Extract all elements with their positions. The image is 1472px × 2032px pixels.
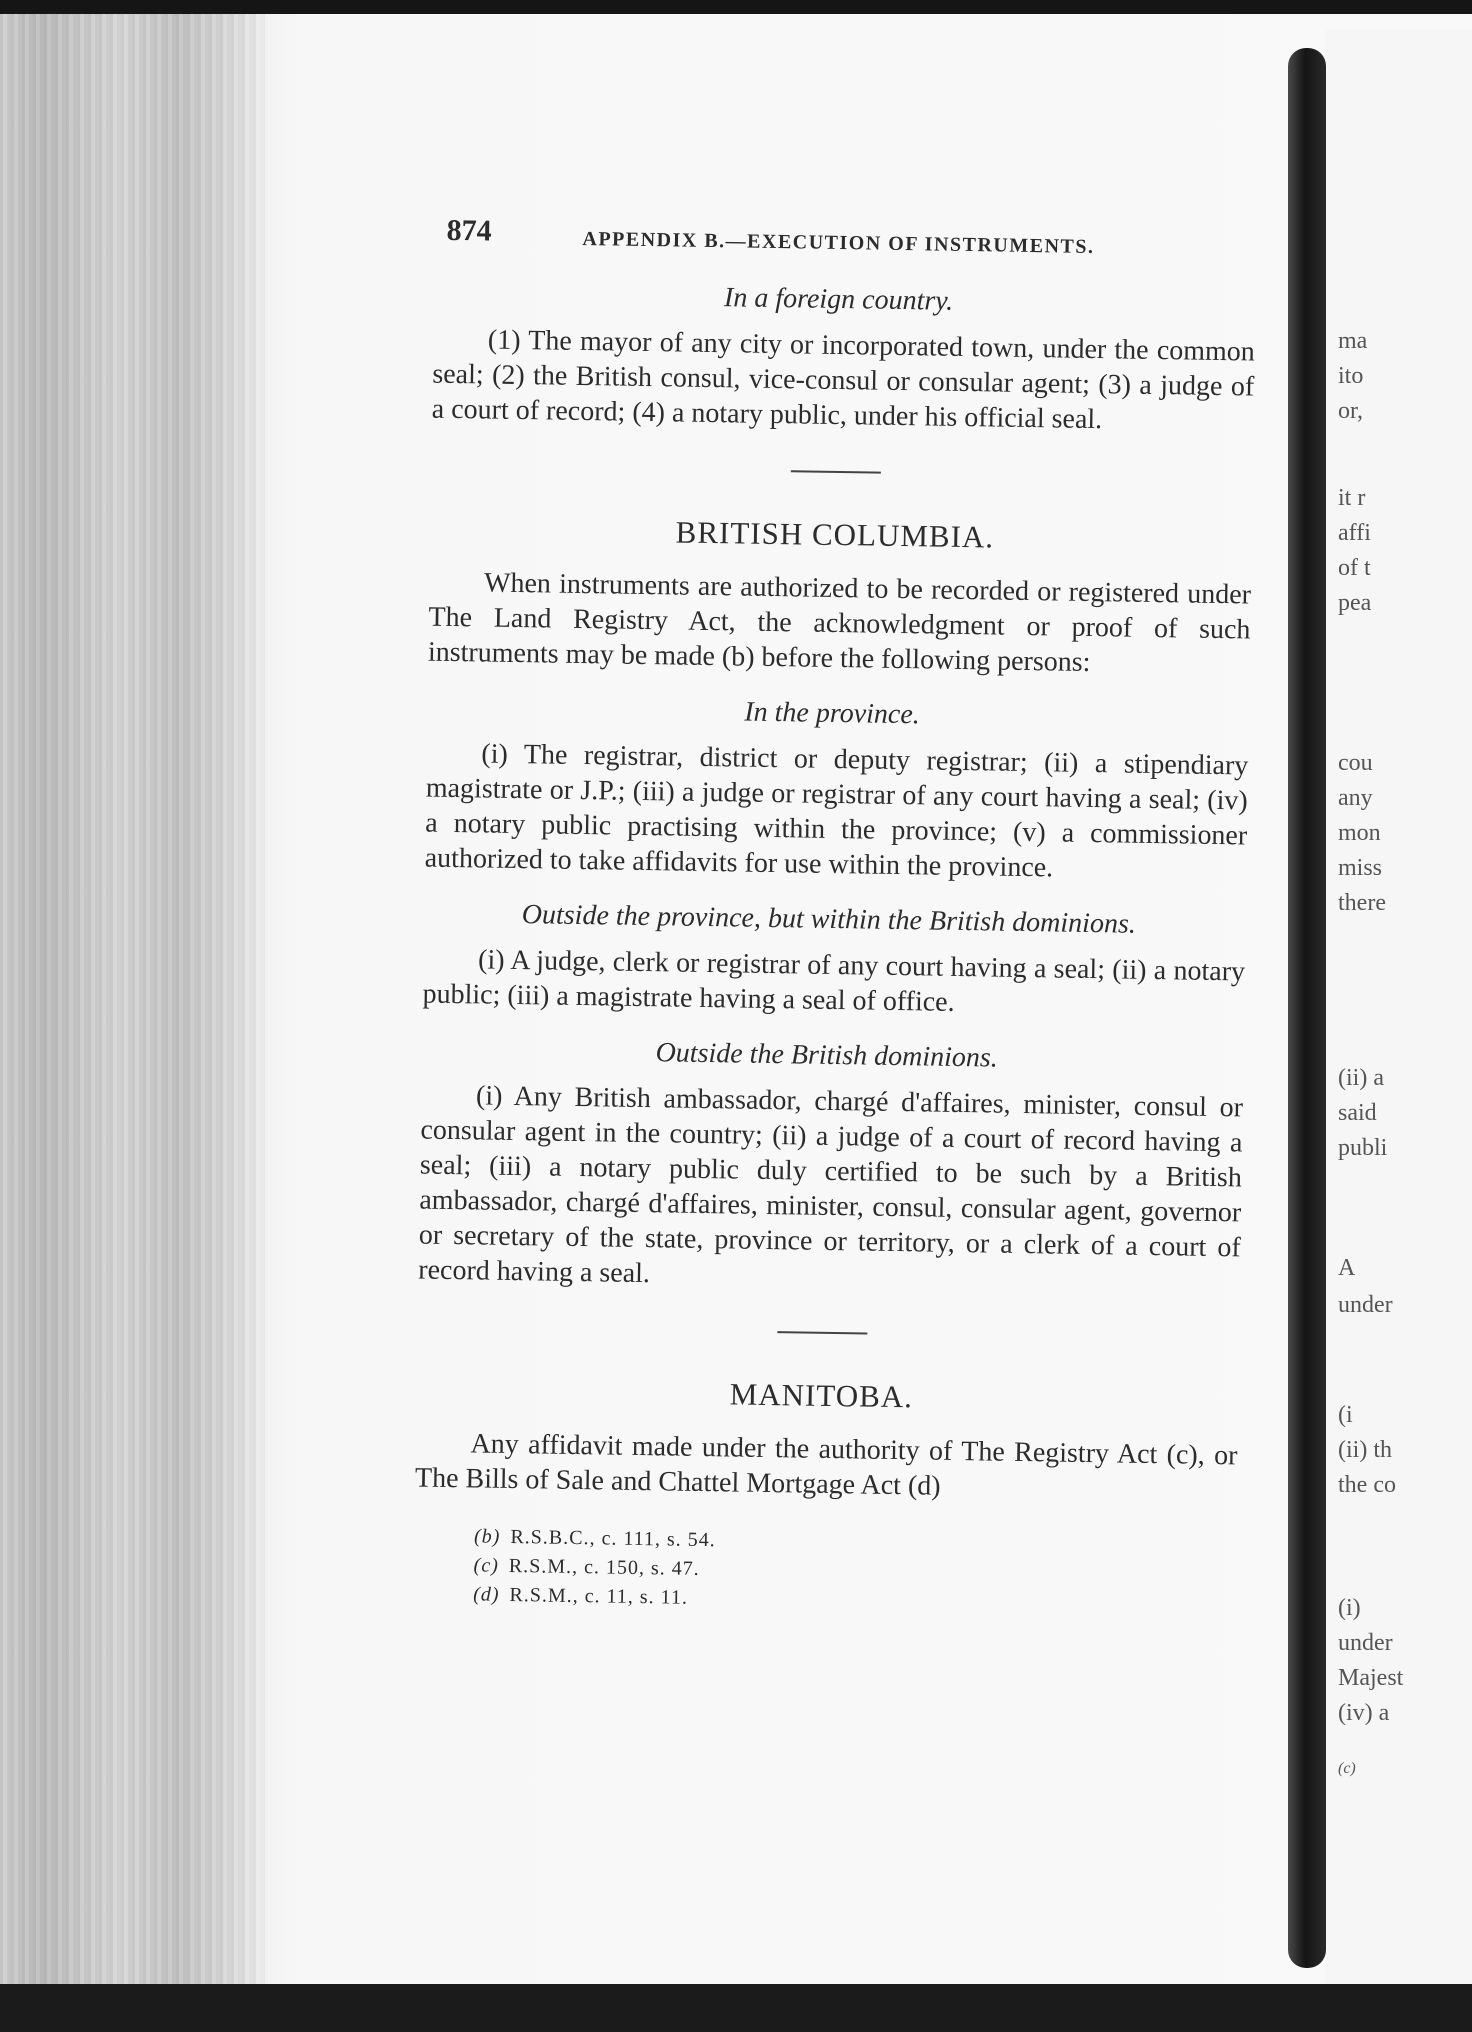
british-columbia-title: BRITISH COLUMBIA. [675,514,995,555]
scan-top-border [0,0,1472,14]
page-number: 874 [446,213,492,248]
facing-page-text: under [1338,1292,1393,1318]
manitoba-paragraph: Any affidavit made under the authority of The Registry Act (c), or The Bills of Sale and Chattel Mortgage Act (d) [414,1428,1238,1502]
outside-dominions-heading: Outside the British dominions. [655,1037,999,1074]
section-divider [777,1331,867,1334]
outside-province-paragraph: (i) A judge, clerk or registrar of any court having a seal; (ii) a notary public; (iii) a magistrate having a seal of office. [422,944,1246,1018]
facing-page-text: under [1338,1630,1393,1656]
footnote-mark: (c) [473,1554,500,1577]
footnote-text: R.S.M., c. 11, s. 11. [509,1583,689,1609]
section-divider [791,470,881,473]
facing-page-text: the co [1338,1472,1396,1498]
facing-page-text: (i [1338,1402,1353,1428]
manitoba-title: MANITOBA. [729,1376,914,1415]
outside-province-heading: Outside the province, but within the British dominions. [521,899,1137,940]
footnote-mark: (d) [473,1583,500,1606]
facing-page-text: said [1338,1100,1377,1126]
facing-page-text: it r [1338,485,1366,511]
footnote-mark: (b) [473,1525,501,1548]
foreign-country-paragraph: (1) The mayor of any city or incorporated town, under the common seal; (2) the British consul, vice-consul or consular agent; (3) a judge of a court of record; (4) a notary public, under his official seal. [431,324,1256,436]
facing-page-text: mon [1338,820,1381,846]
facing-page-text: any [1338,785,1373,811]
british-columbia-intro: When instruments are authorized to be recorded or registered under The Land Registry Act, the acknowledgment or proof of such instruments may be made (b) before the following persons: [427,567,1252,678]
facing-page-footnote-mark: (c) [1338,1760,1356,1777]
footnote-text: R.S.M., c. 150, s. 47. [508,1554,700,1580]
facing-page-text: (ii) th [1338,1437,1392,1463]
facing-page-text: pea [1338,590,1372,616]
in-province-paragraph: (i) The registrar, district or deputy registrar; (ii) a stipendiary magistrate or J.P.; (iii) a judge or registrar of any court having a seal; (iv) a notary public practising within the province; (v) a commissioner authorized to take affidavits for use within the province. [424,738,1249,884]
facing-page-text: affi [1338,520,1371,546]
footnotes [473,1522,1264,1621]
facing-page-text: publi [1338,1135,1388,1161]
outside-dominions-paragraph: (i) Any British ambassador, chargé d'affaires, minister, consul or consular agent in the country; (ii) a judge of a court of record having a seal; (iii) a notary public duly certified to be such by a British ambassador, chargé d'affaires, minister, consul, consular agent, governor or secretary of the state, province or territory, or a clerk of a court of record having a seal. [418,1080,1244,1290]
facing-page-text: (iv) a [1338,1700,1390,1726]
scan-bottom-border [0,1984,1472,2032]
facing-page-text: Majest [1338,1665,1404,1691]
book-gutter [1288,48,1326,1968]
book-page [373,205,1285,1622]
facing-page-text: or, [1338,398,1364,424]
facing-page-text: of t [1338,555,1371,581]
facing-page-text: there [1338,890,1386,916]
facing-page-text: miss [1338,855,1383,881]
facing-page-text: ma [1338,328,1368,354]
facing-page-text: ito [1338,363,1364,389]
footnote-text: R.S.B.C., c. 111, s. 54. [510,1525,716,1552]
facing-page-text: cou [1338,750,1373,776]
page-stack-edge [0,0,265,1990]
facing-page-text: (ii) a [1338,1065,1384,1091]
facing-page-text: A [1338,1255,1356,1281]
running-title: APPENDIX B.—EXECUTION OF INSTRUMENTS. [582,227,1095,258]
foreign-country-heading: In a foreign country. [723,282,954,317]
facing-page-text: (i) [1338,1595,1361,1621]
facing-page-fragment [1326,30,1472,1990]
in-province-heading: In the province. [744,696,921,731]
